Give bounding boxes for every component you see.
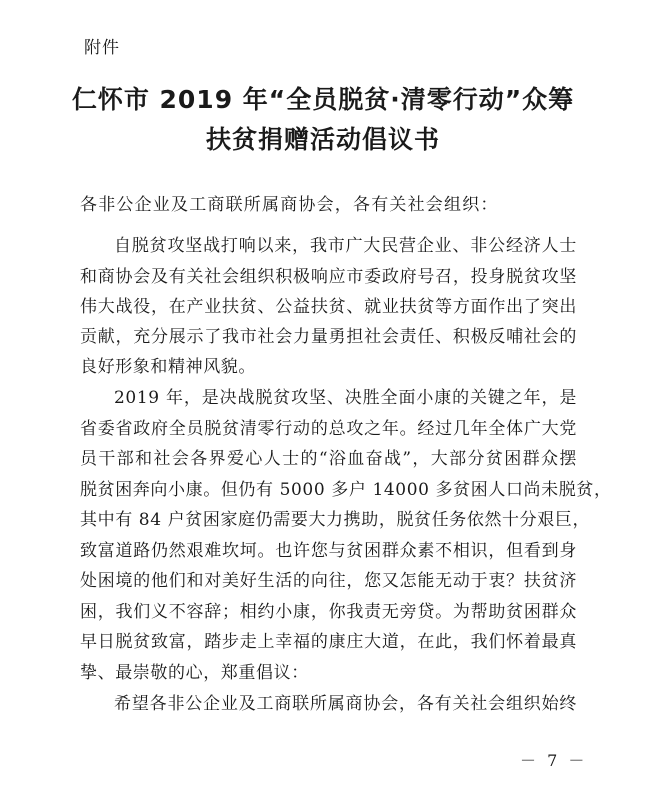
paragraph-2-line: 早日脱贫致富，踏步走上幸福的康庄大道，在此，我们怀着最真 [80,632,577,652]
paragraph-2-line: 员干部和社会各界爱心人士的“浴血奋战”，大部分贫困群众摆 [80,449,577,469]
paragraph-1-line: 良好形象和精神风貌。 [80,357,256,377]
paragraph-3-line: 希望各非公企业及工商联所属商协会，各有关社会组织始终 [114,694,577,714]
paragraph-2-line: 其中有 84 户贫困家庭仍需要大力携助，脱贫任务依然十分艰巨， [80,510,591,530]
paragraph-1-line: 自脱贫攻坚战打响以来，我市广大民营企业、非公经济人士 [114,236,577,256]
paragraph-2-line: 省委省政府全员脱贫清零行动的总攻之年。经过几年全体广大党 [80,419,577,439]
document-title-line-2: 扶贫捐赠活动倡议书 [205,125,440,154]
salutation: 各非公企业及工商联所属商协会，各有关社会组织： [80,195,499,215]
paragraph-2-line: 挚、最崇敬的心，郑重倡议： [80,663,309,683]
paragraph-2-line: 脱贫困奔向小康。但仍有 5000 多户 14000 多贫困人口尚未脱贫， [80,480,612,500]
paragraph-2-line: 致富道路仍然艰难坎坷。也许您与贫困群众素不相识，但看到身 [80,541,577,561]
paragraph-1-line: 伟大战役，在产业扶贫、公益扶贫、就业扶贫等方面作出了突出 [80,297,577,317]
paragraph-2-line: 困，我们义不容辞；相约小康，你我责无旁贷。为帮助贫困群众 [80,602,577,622]
paragraph-1-line: 贡献，充分展示了我市社会力量勇担社会责任、积极反哺社会的 [80,327,577,347]
page-number: － 7 － [520,751,588,770]
paragraph-2-line: 处困境的他们和对美好生活的向往，您又怎能无动于衷？扶贫济 [80,571,577,591]
paragraph-1-line: 和商协会及有关社会组织积极响应市委政府号召，投身脱贫攻坚 [80,267,577,287]
document-title-line-1: 仁怀市 2019 年“全员脱贫·清零行动”众筹 [71,85,575,114]
attachment-label: 附件 [84,38,120,58]
paragraph-2-line: 2019 年，是决战脱贫攻坚、决胜全面小康的关键之年，是 [114,388,577,408]
